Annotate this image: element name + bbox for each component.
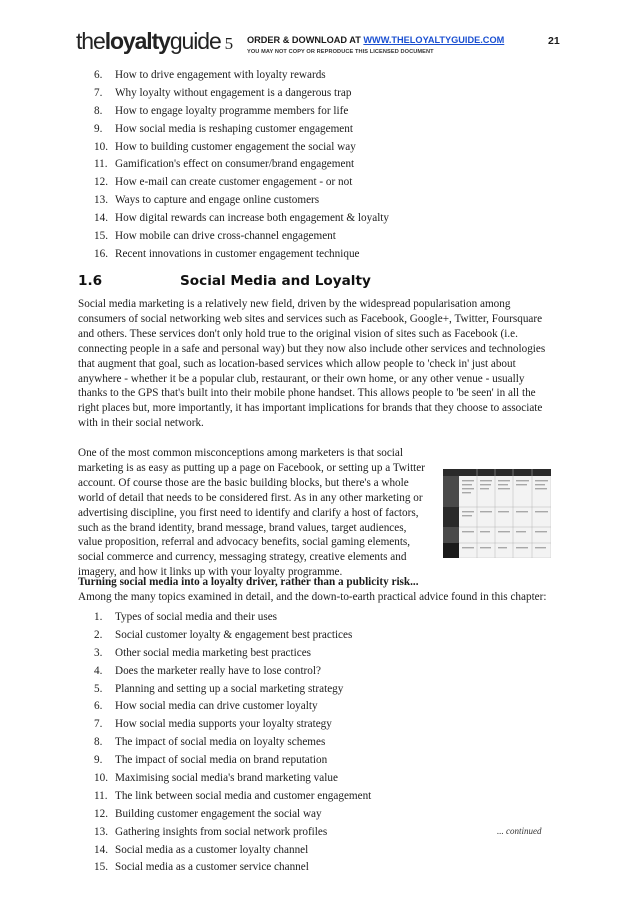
list-item-text: How social media can drive customer loyalty — [115, 700, 318, 713]
list-item-text: Planning and setting up a social marketing strategy — [115, 682, 344, 695]
list-item-number: 13. — [94, 194, 108, 207]
list-item-number: 8. — [94, 104, 103, 117]
copy-notice: YOU MAY NOT COPY OR REPRODUCE THIS LICENSED DOCUMENT — [247, 49, 434, 55]
engagement-topics-list — [94, 67, 389, 264]
misconceptions-paragraph: One of the most common misconceptions among marketers is that social marketing is as easy as putting up a page on Facebook, or setting up a Twitter account. Of course those are the basic building blocks, but there's a whole world of detail that needs to be considered first. As in any other marketing or advertising discipline, you first need to identify and clarify a host of factors, such as the brand identity, brand message, brand values, target audiences, value proposition, referral and advocacy benefits, social gaming elements, social commerce and currency, messaging strategy, creative elements and imagery, and how it links up with your loyalty programme. — [78, 447, 425, 579]
list-item-number: 1. — [94, 611, 103, 623]
list-item — [94, 67, 389, 85]
list-item-text: The link between social media and customer engagement — [115, 789, 372, 802]
intro-paragraph: Social media marketing is a relatively new field, driven by the widespread popularisation among consumers of social networking web sites and services such as Facebook, Google+, Twitter, Foursquare and others. These services don't only hold true to the original vision of sites such as Facebook (i.e. connecting people in a safe and personal way) but they now also include other services and technologies that augment that goal, such as location-based services which allow people to 'check in' just about anywhere - whether it be a popular club, restaurant, or their own home, or any other venue - usually thanks to the GPS that's built into their mobile phone handset. This allows people to 'be seen' in all the right places but, more importantly, it has important implications for brands that they choose to associate with in their social network. — [78, 298, 546, 430]
list-item-number: 14. — [94, 843, 108, 856]
list-item — [94, 139, 389, 157]
list-item-text: Ways to capture and engage online customers — [115, 194, 320, 207]
list-item-number: 6. — [94, 700, 103, 713]
list-item — [94, 121, 389, 139]
list-item-text: Types of social media and their uses — [115, 611, 278, 623]
list-item-number: 9. — [94, 754, 103, 767]
list-item — [94, 734, 371, 752]
list-item — [94, 788, 371, 806]
list-item-number: 14. — [94, 212, 108, 225]
list-item-number: 15. — [94, 861, 108, 874]
list-item-text: The impact of social media on brand reputation — [115, 754, 328, 767]
list-item-number: 3. — [94, 646, 103, 659]
list-item-number: 10. — [94, 140, 108, 153]
list-item — [94, 228, 389, 246]
list-item — [94, 174, 389, 192]
list-item-text: How to drive engagement with loyalty rewards — [115, 69, 326, 81]
list-item-text: Social customer loyalty & engagement best practices — [115, 628, 353, 641]
list-item-text: How mobile can drive cross-channel engagement — [115, 230, 336, 243]
list-item — [94, 645, 371, 663]
page-header — [0, 0, 638, 60]
list-item-text: Other social media marketing best practices — [115, 646, 312, 659]
section-heading — [78, 273, 371, 289]
list-item-text: How to building customer engagement the social way — [115, 140, 356, 153]
list-item-text: Social media as a customer service channel — [115, 861, 309, 874]
order-download-line: ORDER & DOWNLOAD AT WWW.THELOYALTYGUIDE.COM — [247, 35, 505, 45]
social-media-table-thumbnail — [443, 469, 551, 558]
list-item-text: Maximising social media's brand marketing value — [115, 772, 338, 785]
list-item-number: 15. — [94, 230, 108, 243]
list-item — [94, 246, 389, 264]
list-item-text: How to engage loyalty programme members for life — [115, 104, 349, 117]
list-item-text: Recent innovations in customer engagement technique — [115, 247, 360, 260]
list-item-number: 8. — [94, 736, 103, 749]
list-item-text: How digital rewards can increase both engagement & loyalty — [115, 212, 390, 225]
edition-number: 5 — [224, 34, 234, 53]
list-item — [94, 752, 371, 770]
list-item — [94, 85, 389, 103]
social-media-topics-list — [94, 609, 371, 877]
continued-note: ... continued — [497, 826, 542, 836]
list-item — [94, 681, 371, 699]
list-item — [94, 156, 389, 174]
list-item-number: 2. — [94, 628, 103, 641]
list-item-number: 10. — [94, 772, 108, 785]
list-item-number: 11. — [94, 158, 108, 171]
list-item-text: How social media is reshaping customer engagement — [115, 122, 353, 135]
list-item-number: 12. — [94, 807, 108, 820]
list-item-text: How social media supports your loyalty strategy — [115, 718, 332, 731]
list-item-text: Building customer engagement the social way — [115, 807, 322, 820]
list-item — [94, 842, 371, 860]
section-number: 1.6 — [78, 273, 103, 289]
list-item-number: 5. — [94, 682, 103, 695]
list-item — [94, 859, 371, 877]
list-item-number: 13. — [94, 825, 108, 838]
list-item-number: 16. — [94, 247, 108, 260]
list-item — [94, 663, 371, 681]
list-item-number: 11. — [94, 789, 108, 802]
list-item-number: 6. — [94, 69, 103, 81]
website-link[interactable]: WWW.THELOYALTYGUIDE.COM — [363, 35, 505, 45]
list-item-number: 9. — [94, 122, 103, 135]
list-item — [94, 698, 371, 716]
list-item — [94, 770, 371, 788]
list-item — [94, 210, 389, 228]
chapter-topics-intro: Among the many topics examined in detail, and the down-to-earth practical advice found in this chapter: — [78, 591, 547, 603]
list-item-text: The impact of social media on loyalty schemes — [115, 736, 326, 749]
list-item — [94, 716, 371, 734]
list-item-number: 7. — [94, 86, 103, 99]
list-item-text: Gathering insights from social network profiles — [115, 825, 328, 838]
list-item-number: 7. — [94, 718, 103, 731]
list-item — [94, 103, 389, 121]
list-item-text: Gamification's effect on consumer/brand engagement — [115, 158, 355, 171]
list-item-text: How e-mail can create customer engagement - or not — [115, 176, 353, 189]
list-item-text: Does the marketer really have to lose control? — [115, 664, 321, 677]
list-item-number: 12. — [94, 176, 108, 189]
list-item — [94, 192, 389, 210]
list-item — [94, 824, 371, 842]
list-item — [94, 806, 371, 824]
list-item — [94, 627, 371, 645]
list-item-text: Social media as a customer loyalty channel — [115, 843, 309, 856]
loyalty-guide-logo: theloyaltyguide 5 — [76, 28, 234, 54]
list-item — [94, 609, 371, 627]
list-item-text: Why loyalty without engagement is a dangerous trap — [115, 86, 352, 99]
chapter-topics-heading: Turning social media into a loyalty driver, rather than a publicity risk... — [78, 576, 419, 588]
list-item-number: 4. — [94, 664, 103, 677]
section-title: Social Media and Loyalty — [180, 273, 371, 289]
page-number: 21 — [548, 35, 560, 47]
